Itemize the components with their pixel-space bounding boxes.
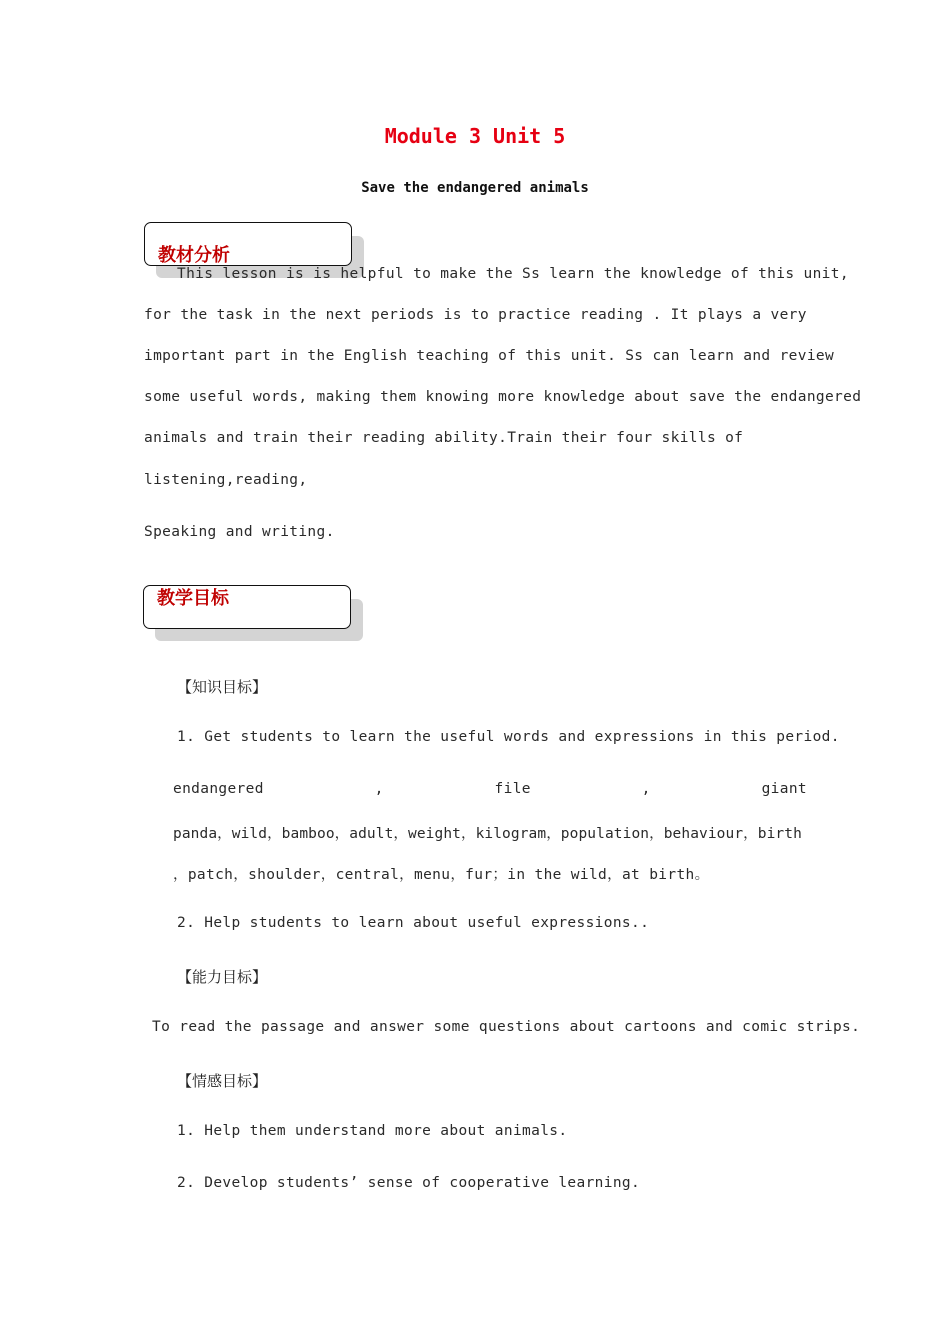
section-heading-objectives: 教学目标 (157, 588, 229, 609)
page-subtitle: Save the endangered animals (361, 180, 589, 196)
analysis-line-1: This lesson is is helpful to make the Ss learn the knowledge of this unit, (177, 266, 849, 282)
analysis-line-4: some useful words, making them knowing more knowledge about save the endangered (144, 389, 862, 405)
section-heading-analysis: 教材分析 (158, 245, 230, 266)
knowledge-item-1: 1. Get students to learn the useful words and expressions in this period. (177, 729, 840, 745)
vocab-word: file (494, 781, 531, 797)
analysis-line-6: listening,reading, (144, 472, 308, 488)
vocab-separator: , (641, 781, 651, 797)
vocab-word: endangered (173, 781, 264, 797)
emotion-objectives-label: 【情感目标】 (177, 1072, 268, 1090)
ability-text: To read the passage and answer some questions about cartoons and comic strips. (152, 1019, 861, 1035)
section-heading-box-analysis (144, 222, 350, 266)
vocab-separator: , (374, 781, 384, 797)
emotion-item-2: 2. Develop students’ sense of cooperative learning. (177, 1175, 641, 1191)
analysis-line-5: animals and train their reading ability.Train their four skills of (144, 430, 744, 446)
analysis-line-2: for the task in the next periods is to practice reading . It plays a very (144, 307, 807, 323)
vocab-row-2: panda，wild，bamboo，adult，weight，kilogram，population，behaviour，birth (173, 826, 802, 842)
page-title: Module 3 Unit 5 (384, 124, 566, 148)
section-heading-box-objectives (143, 585, 349, 629)
analysis-line-3: important part in the English teaching of this unit. Ss can learn and review (144, 348, 835, 364)
vocab-row-3: ，patch，shoulder，central，menu，fur；in the wild，at birth。 (173, 867, 710, 883)
knowledge-item-2: 2. Help students to learn about useful expressions.. (177, 915, 650, 931)
vocab-word: giant (761, 781, 807, 797)
analysis-line-7: Speaking and writing. (144, 524, 335, 540)
emotion-item-1: 1. Help them understand more about animals. (177, 1123, 568, 1139)
knowledge-objectives-label: 【知识目标】 (177, 678, 268, 696)
vocab-row-1 (173, 781, 807, 797)
ability-objectives-label: 【能力目标】 (177, 968, 268, 986)
